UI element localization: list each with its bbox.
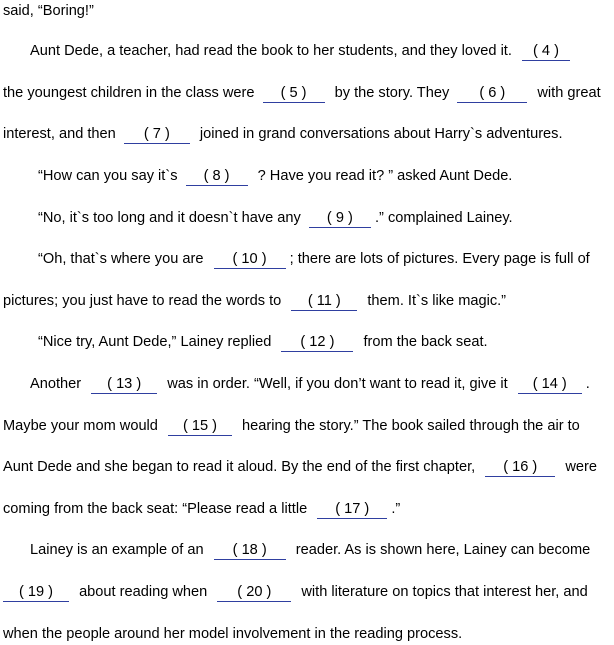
line-text: ; there are lots of pictures. Every page is full of [289, 251, 590, 267]
line-text: Another [30, 376, 82, 392]
line-text: . [585, 376, 590, 392]
line-text: were [565, 459, 597, 475]
passage-line-12 [3, 456, 597, 478]
line-text: ? Have you read it? ” asked Aunt Dede. [257, 168, 513, 184]
blank-11[interactable]: ( 11 ) [291, 292, 357, 311]
passage-line-3 [3, 82, 601, 104]
blank-14[interactable]: ( 14 ) [518, 375, 582, 394]
passage-line-16 [3, 623, 462, 645]
passage-line-8 [3, 290, 506, 312]
blank-4[interactable]: ( 4 ) [522, 42, 570, 61]
passage-line-1 [3, 0, 94, 22]
blank-17[interactable]: ( 17 ) [317, 500, 387, 519]
line-text: Lainey is an example of an [30, 542, 204, 558]
line-text: when the people around her model involvement in the reading process. [3, 626, 463, 642]
passage-line-10 [30, 373, 590, 395]
passage-line-6 [38, 207, 513, 229]
line-text: from the back seat. [363, 334, 488, 350]
line-text: Aunt Dede and she began to read it aloud. By the end of the first chapter, [3, 459, 476, 475]
blank-7[interactable]: ( 7 ) [124, 125, 190, 144]
passage-line-7 [38, 248, 590, 270]
line-text: joined in grand conversations about Harry`s adventures. [199, 126, 563, 142]
line-text: hearing the story.” The book sailed through the air to [242, 418, 580, 434]
line-text: coming from the back seat: “Please read a little [3, 501, 308, 517]
blank-8[interactable]: ( 8 ) [186, 167, 248, 186]
passage-line-15 [3, 581, 588, 603]
line-text: was in order. “Well, if you don’t want to read it, give it [167, 376, 508, 392]
line-text: them. It`s like magic.” [367, 293, 507, 309]
blank-19[interactable]: ( 19 ) [3, 583, 69, 602]
line-text: “No, it`s too long and it doesn`t have any [38, 210, 301, 226]
line-text: said, “Boring!” [3, 3, 94, 19]
blank-5[interactable]: ( 5 ) [263, 84, 325, 103]
line-text: Aunt Dede, a teacher, had read the book to her students, and they loved it. [30, 43, 512, 59]
line-text: with literature on topics that interest her, and [301, 584, 588, 600]
line-text: about reading when [79, 584, 208, 600]
line-text: with great [537, 85, 601, 101]
passage-line-5 [38, 165, 512, 187]
line-text: the youngest children in the class were [3, 85, 255, 101]
line-text: interest, and then [3, 126, 116, 142]
passage-line-9 [38, 331, 488, 353]
passage-line-2 [30, 40, 570, 62]
line-text: “Oh, that`s where you are [38, 251, 204, 267]
line-text: .” [391, 501, 401, 517]
blank-16[interactable]: ( 16 ) [485, 458, 555, 477]
blank-18[interactable]: ( 18 ) [214, 541, 286, 560]
line-text: .” complained Lainey. [374, 210, 513, 226]
passage-line-4 [3, 123, 563, 145]
blank-6[interactable]: ( 6 ) [457, 84, 527, 103]
passage-line-13 [3, 498, 400, 520]
line-text: “How can you say it`s [38, 168, 178, 184]
passage-line-11 [3, 415, 580, 437]
line-text: pictures; you just have to read the words to [3, 293, 282, 309]
line-text: “Nice try, Aunt Dede,” Lainey replied [38, 334, 272, 350]
line-text: Maybe your mom would [3, 418, 158, 434]
blank-15[interactable]: ( 15 ) [168, 417, 232, 436]
blank-12[interactable]: ( 12 ) [281, 333, 353, 352]
line-text: by the story. They [334, 85, 450, 101]
passage-line-14 [30, 539, 590, 561]
blank-10[interactable]: ( 10 ) [214, 250, 286, 269]
blank-20[interactable]: ( 20 ) [217, 583, 291, 602]
blank-9[interactable]: ( 9 ) [309, 209, 371, 228]
blank-13[interactable]: ( 13 ) [91, 375, 157, 394]
line-text: reader. As is shown here, Lainey can become [295, 542, 591, 558]
